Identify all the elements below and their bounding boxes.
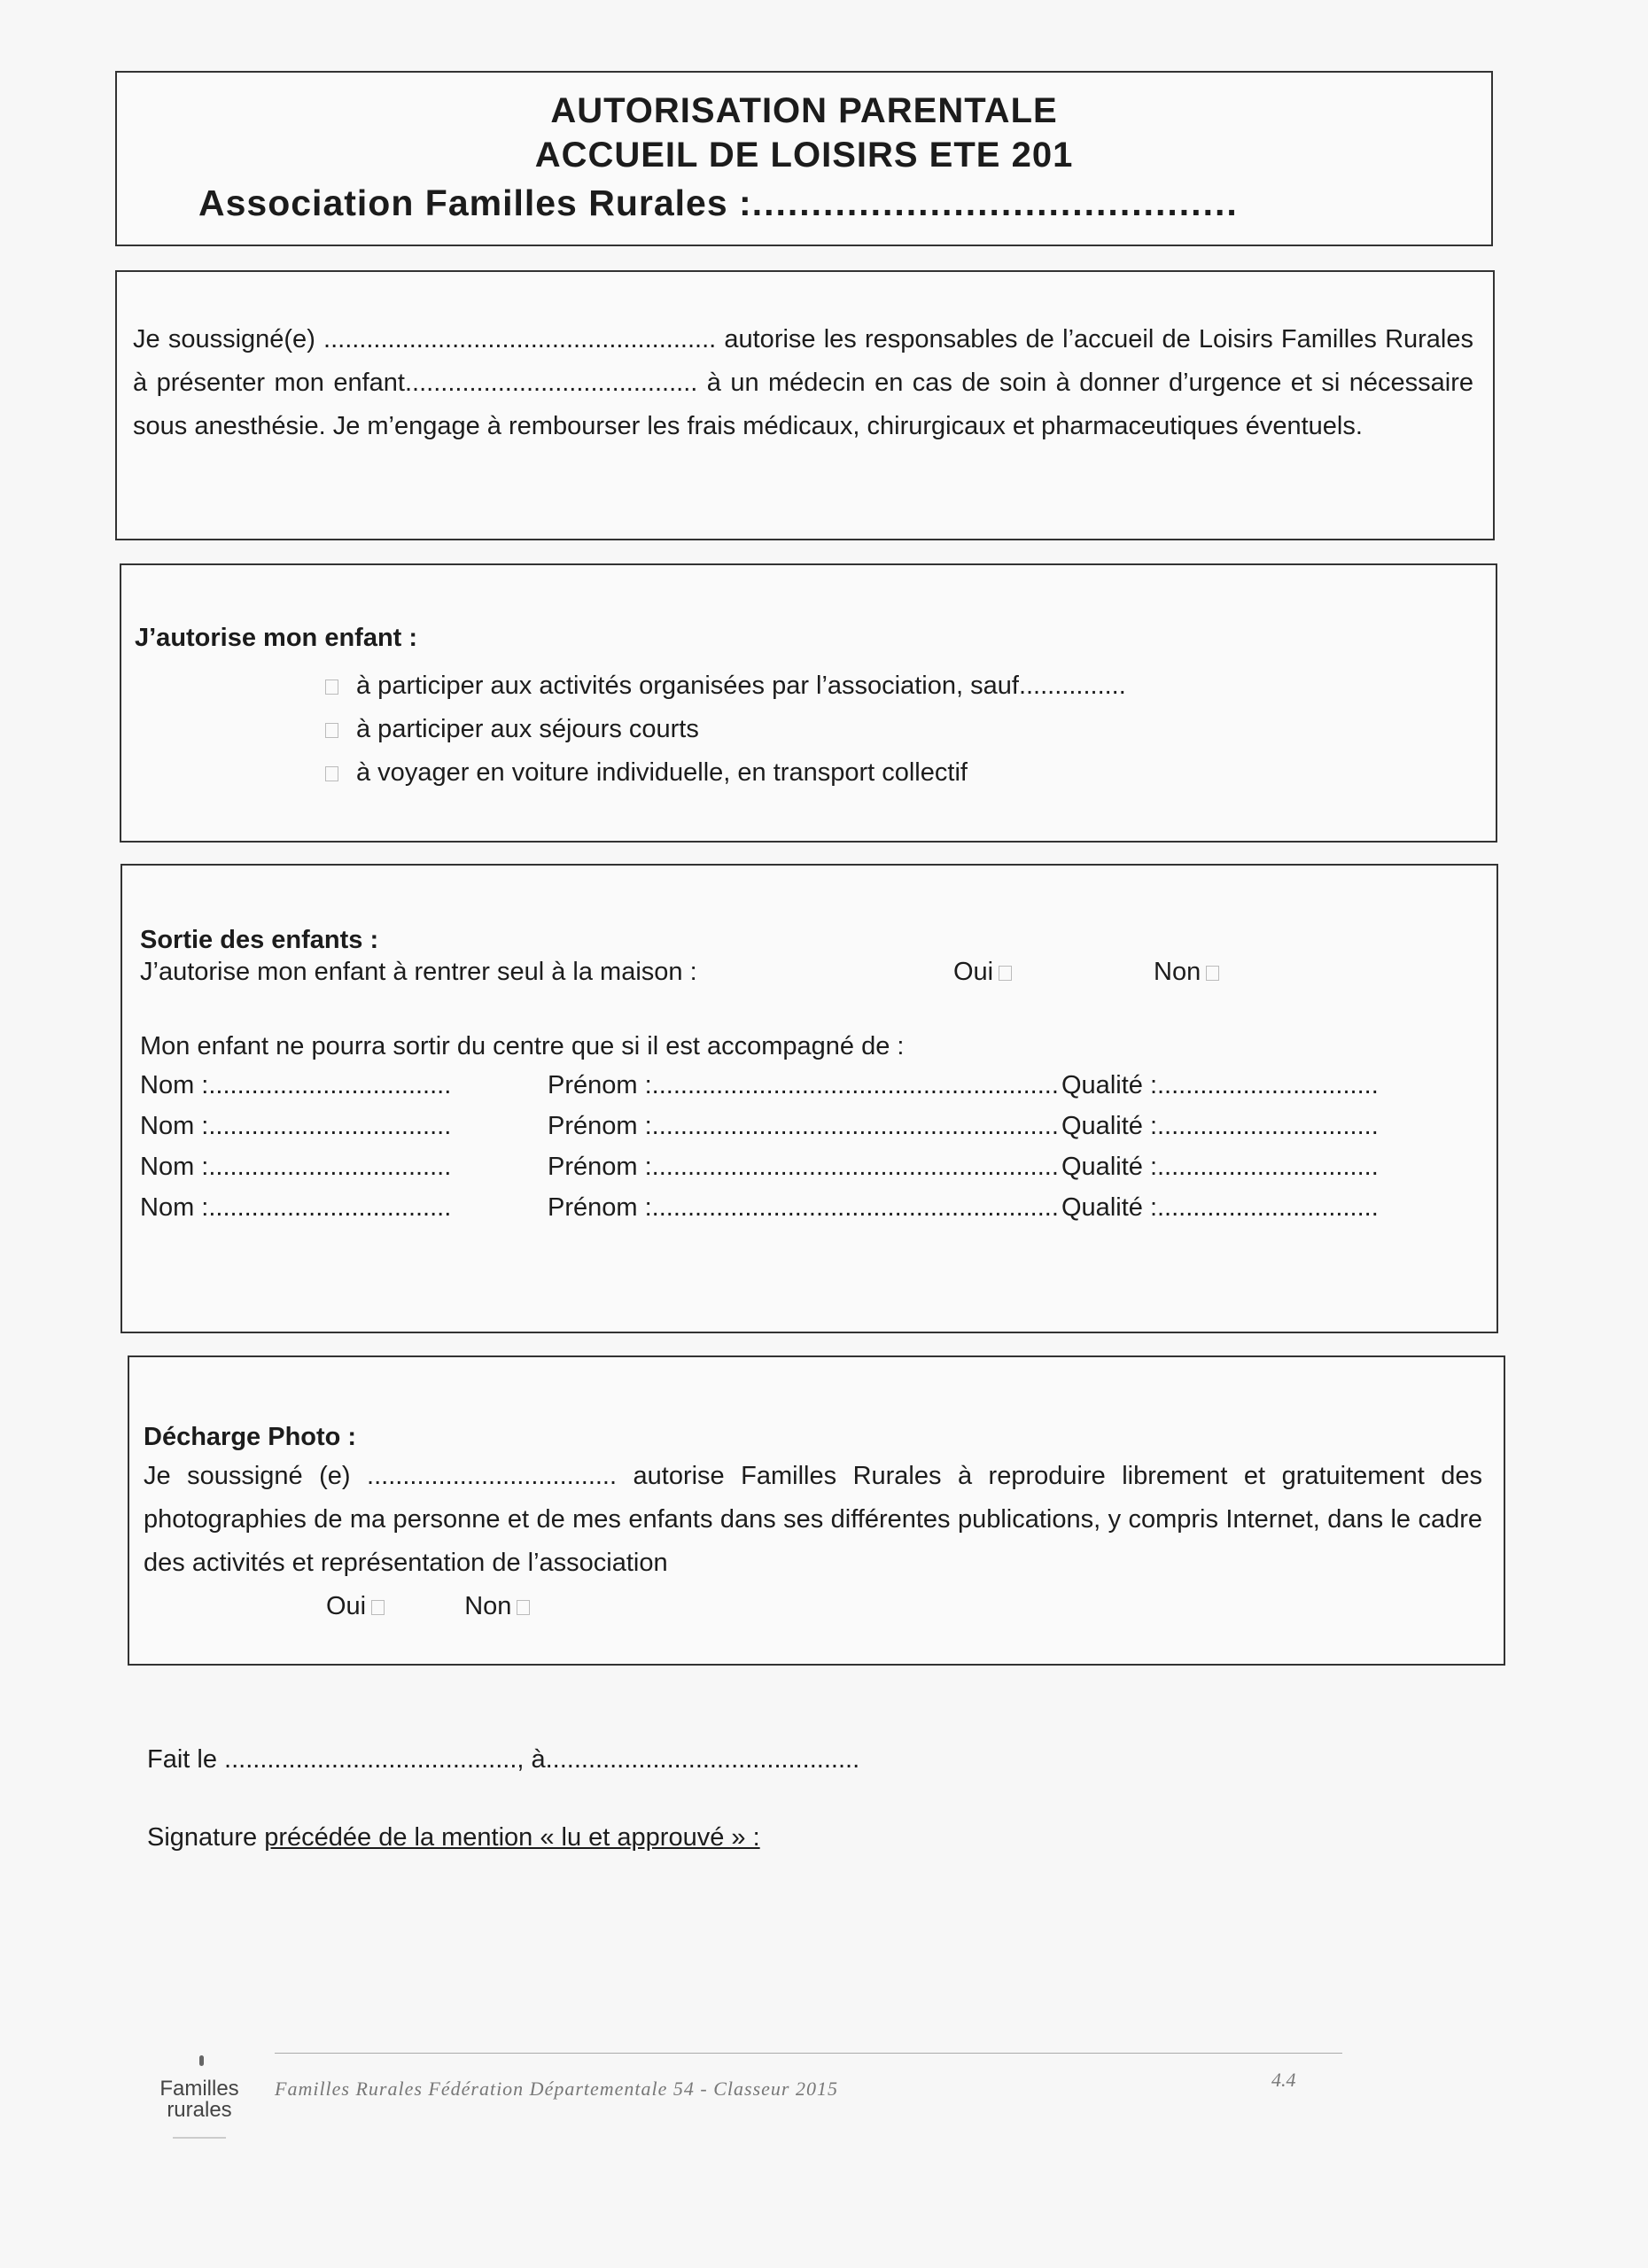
option-short-stays-label: à participer aux séjours courts: [356, 715, 699, 743]
document-subtitle: ACCUEIL DE LOISIRS ETE 201: [534, 136, 1074, 175]
nom-field[interactable]: Nom :..................................: [140, 1071, 452, 1099]
checkbox-photo-non[interactable]: [517, 1600, 530, 1615]
option-activities-label: à participer aux activités organisées par l’association, sauf...............: [356, 672, 1126, 700]
logo-tagline-mark: [173, 2137, 226, 2139]
association-field[interactable]: .........................................: [751, 183, 1239, 223]
checkbox-activities[interactable]: [325, 680, 338, 695]
alone-oui-label: Oui: [953, 958, 994, 986]
logo-figure-icon: [199, 2055, 204, 2066]
photo-choice: [326, 1592, 1482, 1621]
association-label: Association Familles Rurales :: [198, 183, 752, 223]
qualite-field[interactable]: Qualité :...............................: [1061, 1153, 1379, 1181]
date-place-field[interactable]: Fait le ........................................., à............................................: [147, 1745, 860, 1774]
option-short-stays: [325, 708, 1476, 751]
nom-field[interactable]: Nom :..................................: [140, 1193, 452, 1222]
alone-non-label: Non: [1154, 958, 1201, 986]
accompanied-row: [140, 1071, 1477, 1112]
familles-rurales-logo: [146, 2055, 253, 2153]
medical-consent-text: Je soussigné(e) ....................................................... autorise les responsables de l’accueil de Loisirs Familles Rurales à présenter mon enfant......................................... à un médecin en cas de soin à donner d’urgence et si nécessaire sous anesthésie. Je m’engage à rembourser les frais médicaux, chirurgicaux et pharmaceutiques éventuels.: [133, 325, 1473, 440]
title-box: [115, 71, 1493, 246]
logo-line2: rurales: [167, 2098, 232, 2122]
photo-heading: Décharge Photo :: [144, 1423, 357, 1451]
option-transport-label: à voyager en voiture individuelle, en transport collectif: [356, 758, 968, 787]
authorization-section: [120, 563, 1497, 843]
option-activities: [325, 664, 1476, 708]
photo-non-label: Non: [464, 1592, 512, 1620]
prenom-field[interactable]: Prénom :.........................................................: [548, 1193, 1059, 1222]
accompanied-row: [140, 1153, 1477, 1193]
nom-field[interactable]: Nom :..................................: [140, 1112, 452, 1140]
medical-consent-section: [115, 270, 1495, 540]
alone-text: J’autorise mon enfant à rentrer seul à la maison :: [140, 958, 697, 986]
authorization-options: [325, 664, 1476, 795]
alone-row: [140, 958, 1477, 997]
accompanied-row: [140, 1112, 1477, 1153]
qualite-field[interactable]: Qualité :...............................: [1061, 1112, 1379, 1140]
accompanied-rows: [140, 1071, 1477, 1234]
signature-mention: précédée de la mention « lu et approuvé » :: [264, 1823, 760, 1852]
footer-divider: [275, 2053, 1342, 2054]
alone-oui: [953, 958, 1012, 987]
signature-label: Signature: [147, 1823, 265, 1852]
page-number: 4.4: [1271, 2069, 1296, 2091]
logo-line1: Familles: [159, 2077, 239, 2101]
prenom-field[interactable]: Prénom :.........................................................: [548, 1071, 1059, 1099]
signature-line: [147, 1823, 760, 1852]
footer-text: Familles Rurales Fédération Départementale 54 - Classeur 2015: [275, 2078, 838, 2100]
checkbox-short-stays[interactable]: [325, 723, 338, 738]
association-line: [117, 181, 1491, 225]
document-title: AUTORISATION PARENTALE: [550, 91, 1058, 130]
checkbox-alone-oui[interactable]: [999, 966, 1012, 981]
qualite-field[interactable]: Qualité :...............................: [1061, 1071, 1379, 1099]
checkbox-alone-non[interactable]: [1206, 966, 1219, 981]
checkbox-photo-oui[interactable]: [371, 1600, 385, 1615]
accompanied-text: Mon enfant ne pourra sortir du centre que si il est accompagné de :: [140, 1032, 905, 1060]
authorization-heading: J’autorise mon enfant :: [135, 624, 418, 652]
qualite-field[interactable]: Qualité :...............................: [1061, 1193, 1379, 1222]
prenom-field[interactable]: Prénom :.........................................................: [548, 1153, 1059, 1181]
exit-section: [120, 864, 1498, 1333]
photo-oui-label: Oui: [326, 1592, 367, 1620]
nom-field[interactable]: Nom :..................................: [140, 1153, 452, 1181]
alone-non: [1154, 958, 1219, 987]
photo-text: Je soussigné (e) ................................... autorise Familles Rurales à reproduire librement et gratuitement des photographies de ma personne et de mes enfants dans ses différentes publications, y compris Internet, dans le cadre des activités et représentation de l’association: [144, 1462, 1482, 1577]
photo-release-section: [128, 1355, 1505, 1666]
exit-heading: Sortie des enfants :: [140, 926, 379, 954]
prenom-field[interactable]: Prénom :.........................................................: [548, 1112, 1059, 1140]
accompanied-row: [140, 1193, 1477, 1234]
option-transport: [325, 751, 1476, 795]
checkbox-transport[interactable]: [325, 766, 338, 781]
